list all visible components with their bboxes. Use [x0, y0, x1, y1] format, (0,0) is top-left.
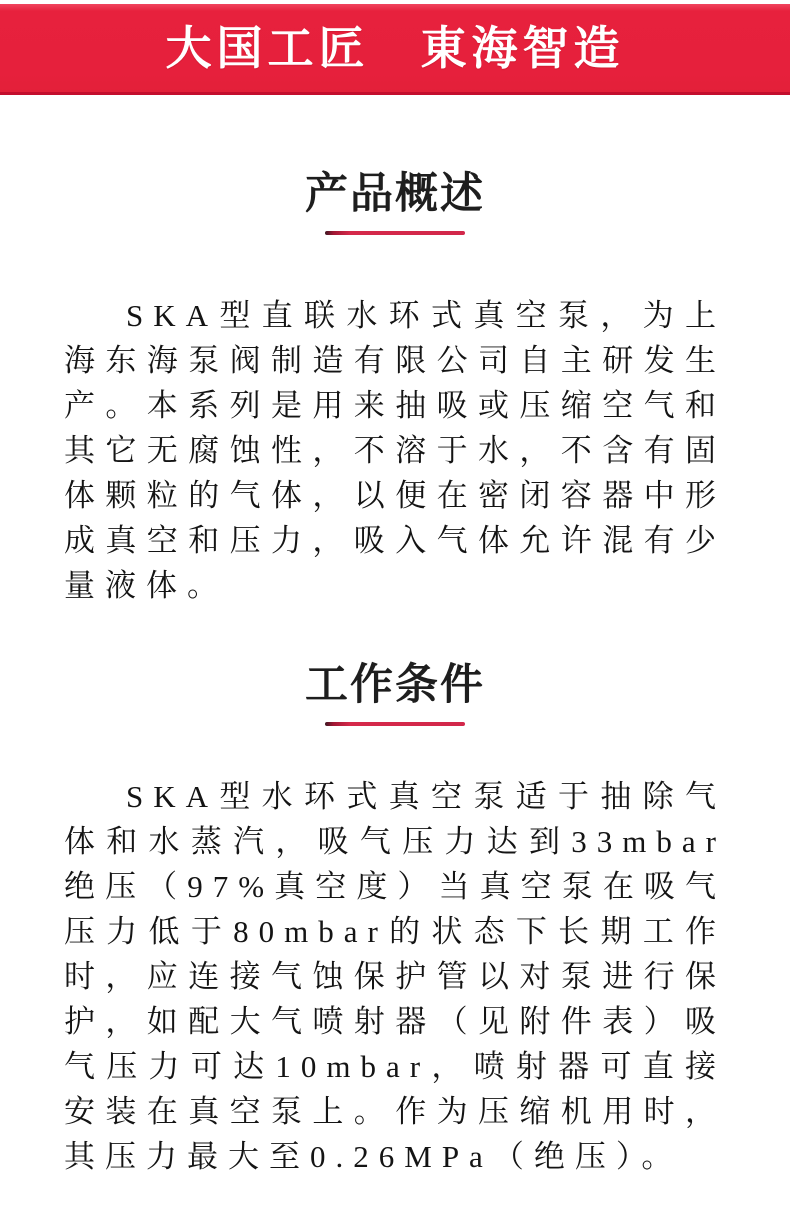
title-underline [325, 722, 465, 726]
section-title-product-overview: 产品概述 [305, 170, 485, 218]
section-head [0, 170, 790, 235]
product-overview-paragraph: SKA型直联水环式真空泵，为上海东海泵阀制造有限公司自主研发生产。本系列是用来抽吸或压缩空气和其它无腐蚀性，不溶于水，不含有固体颗粒的气体，以便在密闭容器中形成真空和压力，吸入气体允许混有少量液体。 [64, 298, 726, 603]
working-conditions-paragraph: SKA型水环式真空泵适于抽除气体和水蒸汽，吸气压力达到33mbar绝压（97%真空度）当真空泵在吸气压力低于80mbar的状态下长期工作时，应连接气蚀保护管以对泵进行保护，如配大气喷射器（见附件表）吸气压力可达10mbar，喷射器可直接安装在真空泵上。作为压缩机用时，其压力最大至0.26MPa（绝压）。 [64, 779, 726, 1174]
section-title-working-conditions: 工作条件 [305, 661, 485, 709]
section-product-overview [0, 170, 790, 608]
section-working-conditions [0, 661, 790, 1179]
title-underline [325, 231, 465, 235]
banner [0, 4, 790, 95]
bottom-whitespace [0, 1179, 790, 1209]
section-head [0, 661, 790, 726]
banner-title: 大国工匠 東海智造 [165, 22, 625, 74]
